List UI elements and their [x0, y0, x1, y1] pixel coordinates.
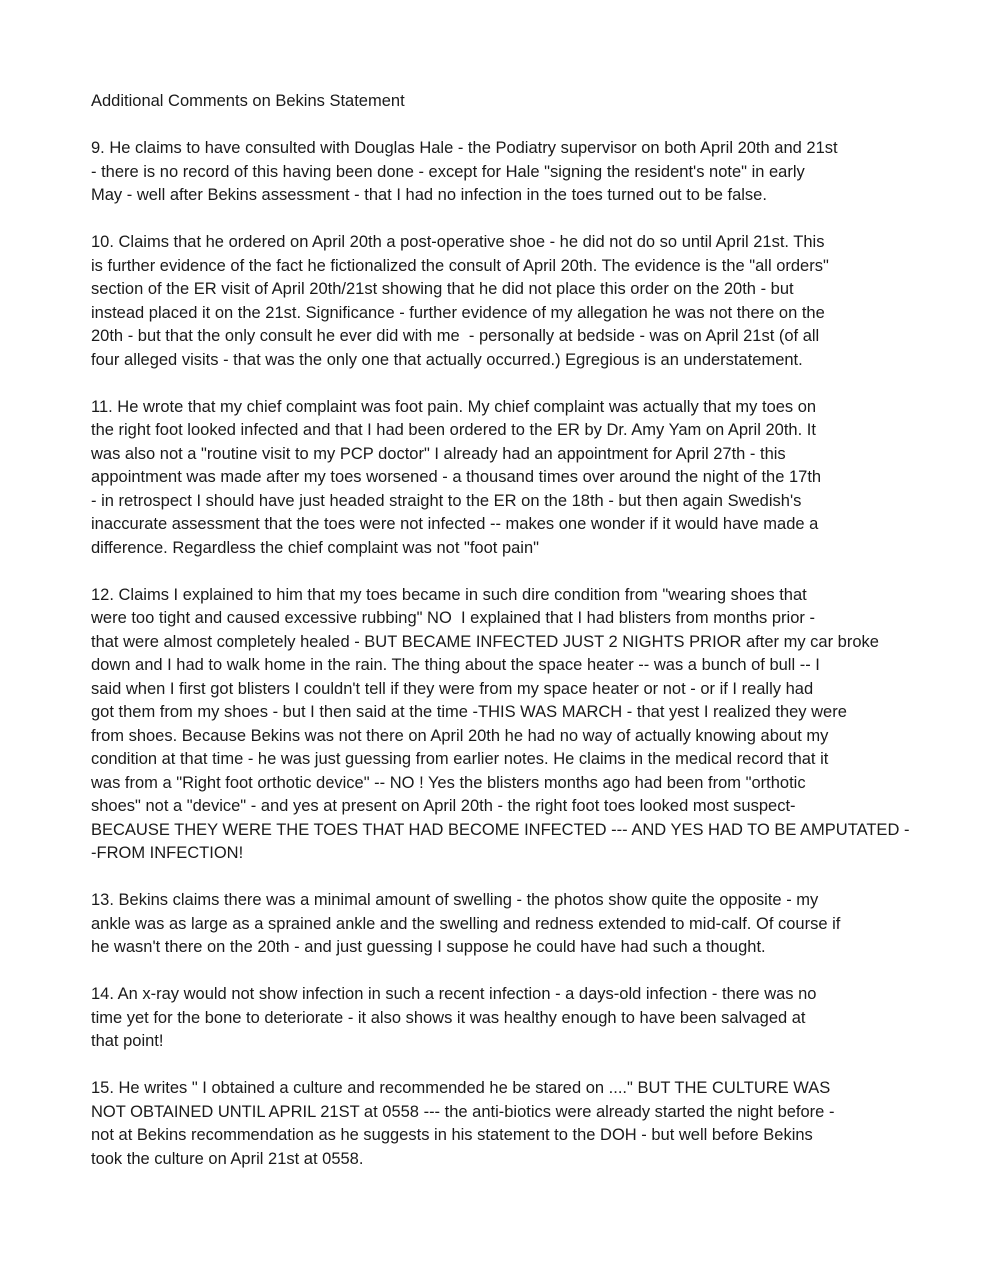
text-line: 14. An x-ray would not show infection in such a recent infection - a days-old infection - there was no — [91, 985, 817, 1003]
text-line: shoes" not a "device" - and yes at present on April 20th - the right foot toes looked most suspect- — [91, 797, 796, 815]
text-line: difference. Regardless the chief complaint was not "foot pain" — [91, 538, 539, 557]
paragraph — [91, 983, 899, 1054]
text-line: NOT OBTAINED UNTIL APRIL 21ST at 0558 --- the anti-biotics were already started the night before - — [91, 1102, 835, 1121]
text-line: section of the ER visit of April 20th/21st showing that he did not place this order on the 20th - but — [91, 280, 794, 298]
paragraph — [91, 1077, 899, 1171]
text-line: took the culture on April 21st at 0558. — [91, 1149, 364, 1168]
text-line: is further evidence of the fact he fictionalized the consult of April 20th. The evidence is the "all orders" — [91, 256, 829, 275]
text-line: got them from my shoes - but I then said at the time -THIS WAS MARCH - that yest I realized they were — [91, 703, 847, 721]
text-line: - in retrospect I should have just headed straight to the ER on the 18th - but then again Swedish's — [91, 491, 802, 510]
text-line: not at Bekins recommendation as he suggests in his statement to the DOH - but well before Bekins — [91, 1126, 813, 1144]
text-line: 20th - but that the only consult he ever did with me - personally at bedside - was on April 21st (of all — [91, 327, 820, 345]
text-line: from shoes. Because Bekins was not there on April 20th he had no way of actually knowing about my — [91, 726, 829, 745]
text-line: -FROM INFECTION! — [91, 844, 244, 862]
text-line: 12. Claims I explained to him that my toes became in such dire condition from "wearing shoes that — [91, 585, 807, 604]
text-line: 13. Bekins claims there was a minimal amount of swelling - the photos show quite the opposite - my — [91, 891, 819, 909]
text-line: were too tight and caused excessive rubbing" NO I explained that I had blisters from months prior - — [91, 609, 815, 627]
text-line: was from a "Right foot orthotic device" -- NO ! Yes the blisters months ago had been from "orthotic — [91, 773, 806, 792]
text-line: 11. He wrote that my chief complaint was foot pain. My chief complaint was actually that my toes on — [91, 397, 817, 416]
text-line: May - well after Bekins assessment - that I had no infection in the toes turned out to be false. — [91, 186, 767, 204]
paragraph — [91, 396, 899, 561]
text-line: time yet for the bone to deteriorate - it also shows it was healthy enough to have been salvaged at — [91, 1008, 806, 1027]
text-line: appointment was made after my toes worsened - a thousand times over around the night of the 17th — [91, 468, 822, 486]
paragraph — [91, 889, 899, 960]
text-line: ankle was as large as a sprained ankle and the swelling and redness extended to mid-calf. Of course if — [91, 914, 841, 933]
text-line: 15. He writes " I obtained a culture and recommended he be stared on ...." BUT THE CULTURE WAS — [91, 1079, 831, 1097]
text-line: he wasn't there on the 20th - and just guessing I suppose he could have had such a thought. — [91, 938, 766, 956]
text-line: BECAUSE THEY WERE THE TOES THAT HAD BECOME INFECTED --- AND YES HAD TO BE AMPUTATED - — [91, 820, 910, 839]
paragraph — [91, 584, 910, 866]
text-line: four alleged visits - that was the only one that actually occurred.) Egregious is an understatement. — [91, 350, 803, 369]
text-line: - there is no record of this having been done - except for Hale "signing the resident's note" in early — [91, 162, 805, 181]
document-title: Additional Comments on Bekins Statement — [91, 92, 405, 110]
text-line: was also not a "routine visit to my PCP doctor" I already had an appointment for April 27th - this — [91, 444, 786, 463]
text-line: 9. He claims to have consulted with Douglas Hale - the Podiatry supervisor on both April 20th and 21st — [91, 139, 838, 157]
text-line: the right foot looked infected and that I had been ordered to the ER by Dr. Amy Yam on April 20th. It — [91, 421, 816, 439]
document-body — [91, 137, 910, 1171]
text-line: down and I had to walk home in the rain. The thing about the space heater -- was a bunch of bull -- I — [91, 656, 820, 674]
text-line: condition at that time - he was just guessing from earlier notes. He claims in the medical record that it — [91, 750, 829, 768]
text-line: that point! — [91, 1032, 164, 1050]
text-line: said when I first got blisters I couldn't tell if they were from my space heater or not - or if I really had — [91, 679, 814, 698]
text-line: that were almost completely healed - BUT BECAME INFECTED JUST 2 NIGHTS PRIOR after my car broke — [91, 632, 879, 651]
text-line: 10. Claims that he ordered on April 20th a post-operative shoe - he did not do so until April 21st. This — [91, 233, 825, 251]
paragraph — [91, 137, 899, 208]
document-page — [91, 90, 910, 1195]
text-line: instead placed it on the 21st. Significance - further evidence of my allegation he was not there on the — [91, 303, 825, 322]
paragraph — [91, 231, 899, 372]
text-line: inaccurate assessment that the toes were not infected -- makes one wonder if it would have made a — [91, 515, 819, 533]
